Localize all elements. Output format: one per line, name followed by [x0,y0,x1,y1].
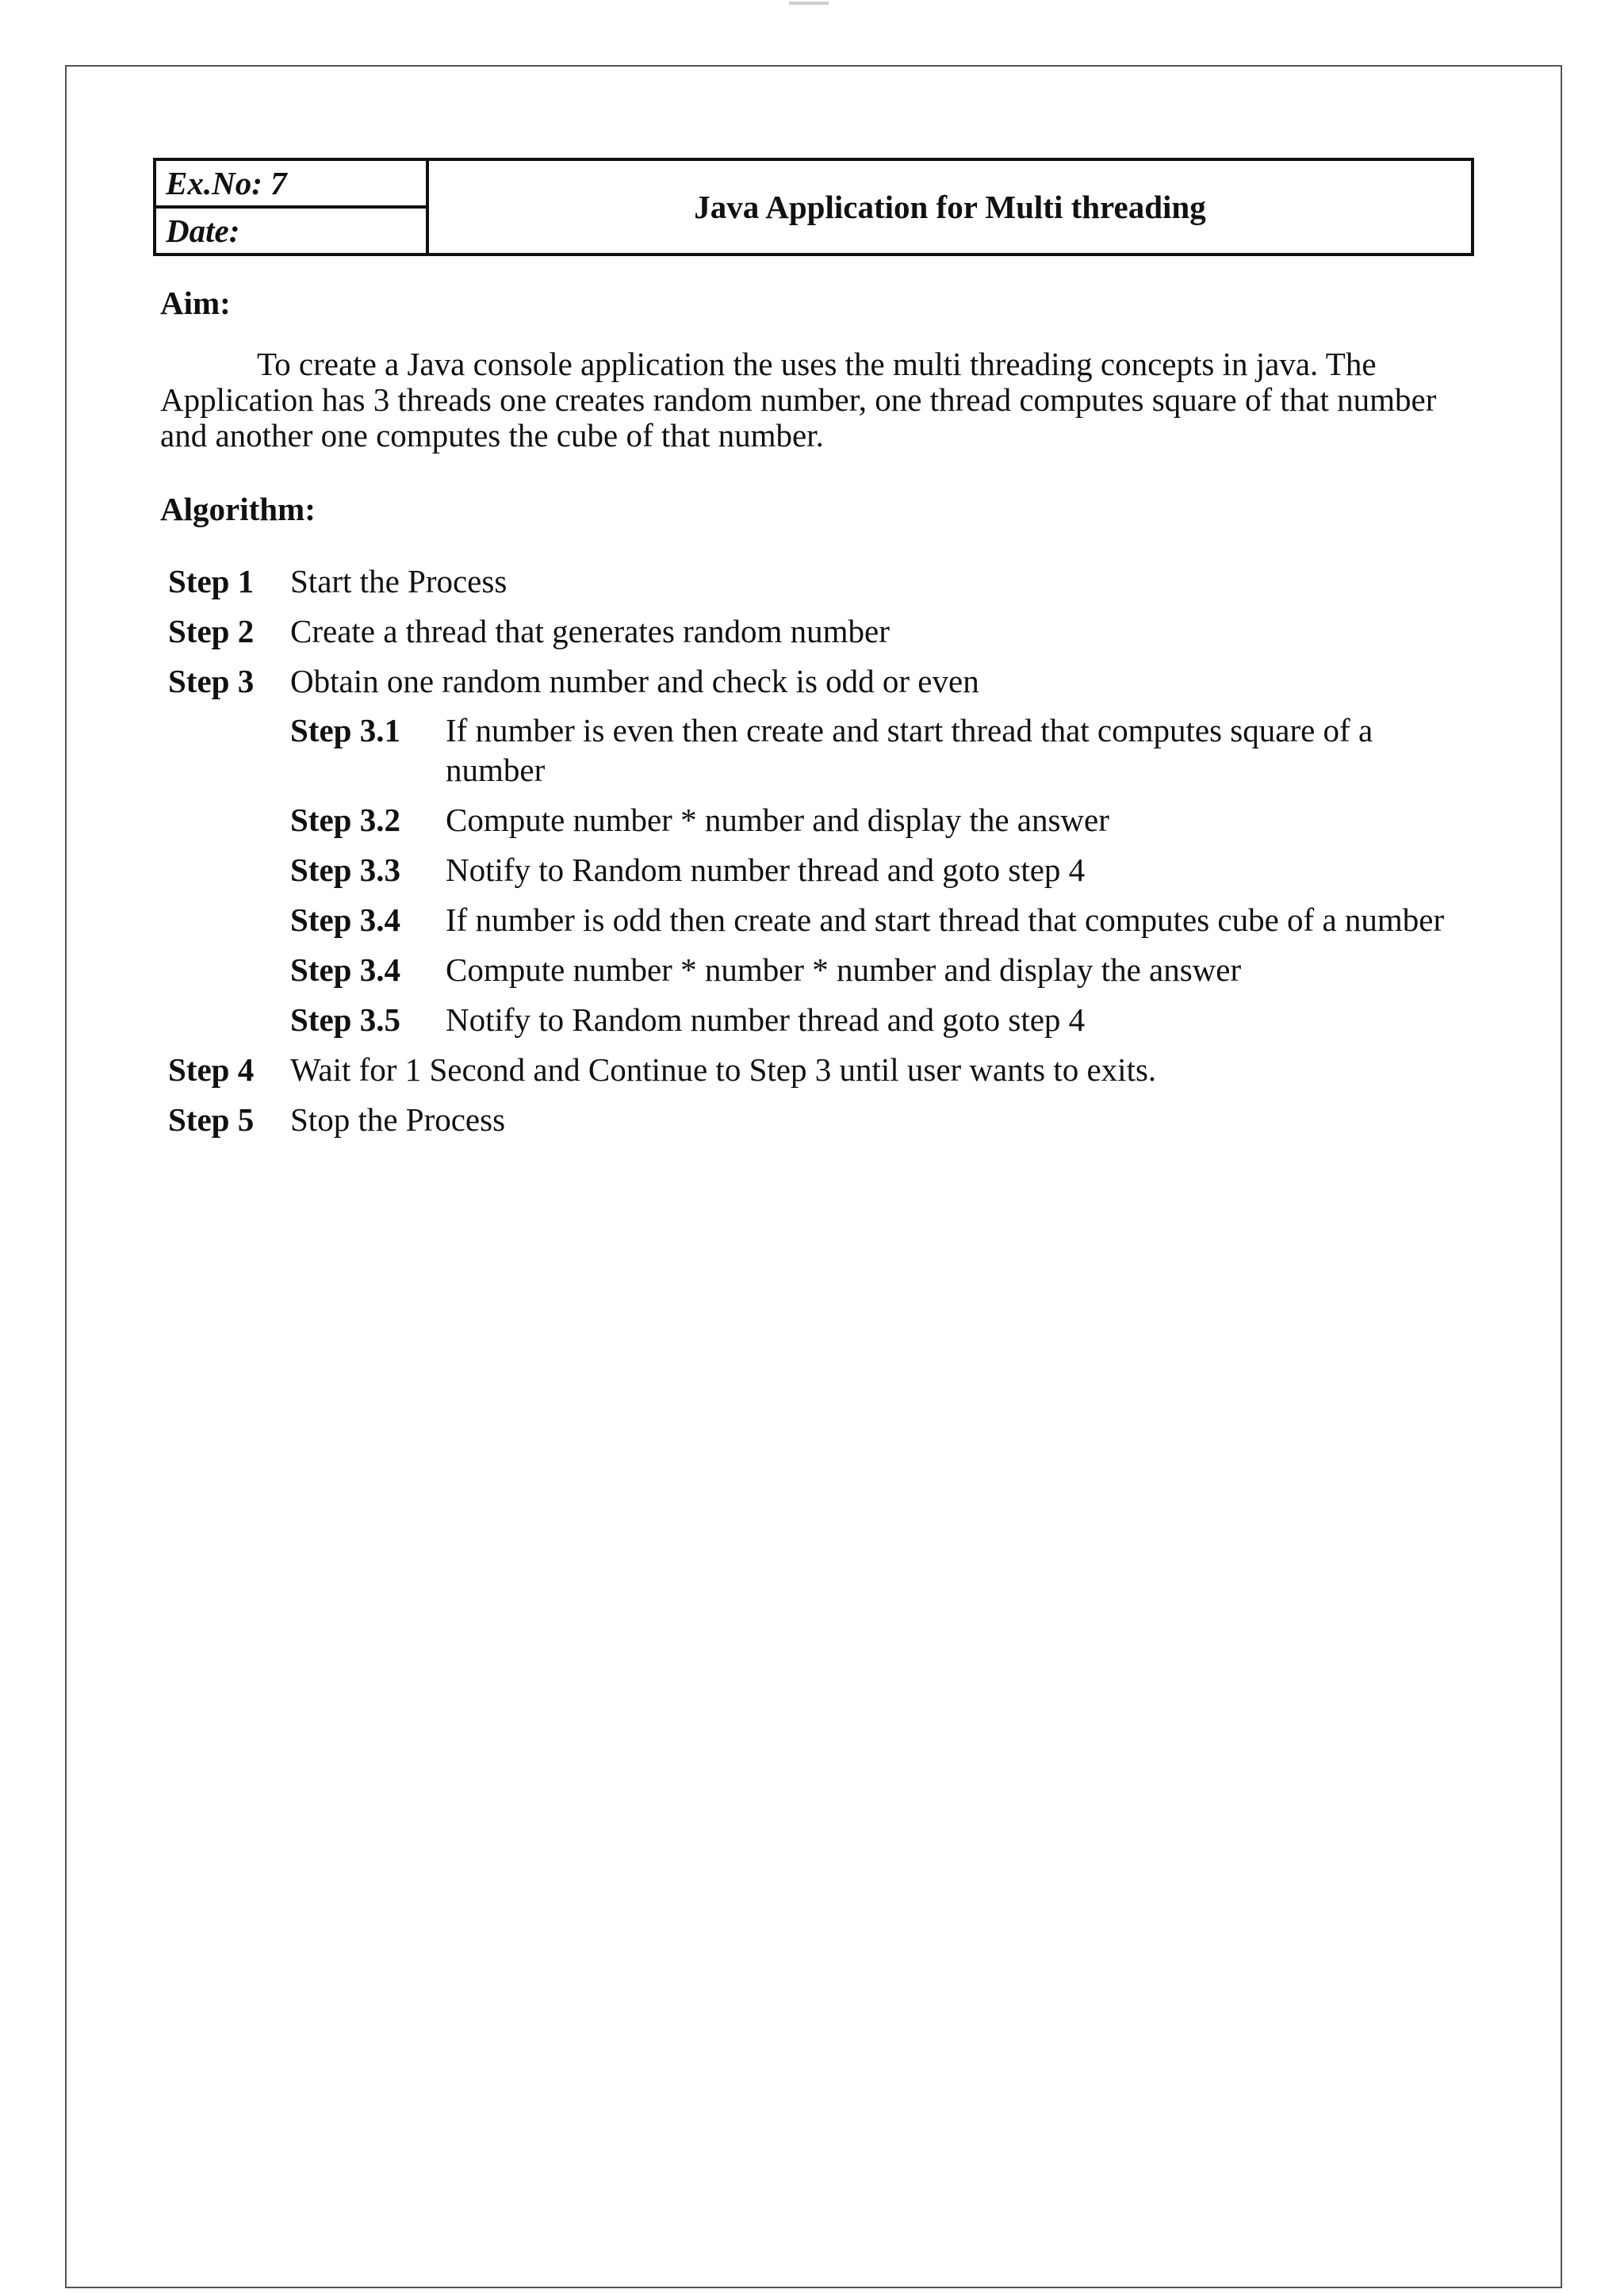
step-label: Step 1 [168,563,255,599]
step-text: Notify to Random number thread and goto step 4 [446,852,1086,888]
aim-paragraph: To create a Java console application the uses the multi threading concepts in java. The Application has 3 threads one creates random number, one thread computes square of that number and another one computes the cube of that number. [160,346,1437,454]
step-label: Step 4 [168,1051,255,1088]
step-text: Compute number * number and display the answer [446,802,1109,838]
step-text: Obtain one random number and check is odd or even [290,663,979,699]
step-text: Stop the Process [290,1101,506,1138]
step-label: Step 5 [168,1101,255,1138]
algorithm-heading: Algorithm: [160,491,316,527]
step-label: Step 3.1 [290,712,400,748]
step-label: Step 3.4 [290,902,400,938]
step-text: If number is even then create and start thread that computes square of a number [446,712,1373,788]
algorithm-step [168,1050,1469,1089]
step-label: Step 3.2 [290,802,400,838]
aim-heading: Aim: [160,285,231,321]
algorithm-substep [290,710,1400,793]
algorithm-substep [290,900,1464,940]
step-text: Compute number * number * number and display the answer [446,951,1242,988]
algorithm-step [168,661,1469,701]
algorithm-step [168,611,1469,651]
step-text: If number is odd then create and start thread that computes cube of a number [446,902,1445,938]
algorithm-substep [290,950,1464,990]
algorithm-step [168,561,1469,601]
step-text: Notify to Random number thread and goto step 4 [446,1001,1086,1038]
date-cell: Date: [155,207,427,255]
step-label: Step 3 [168,663,255,699]
step-text: Create a thread that generates random number [290,613,890,649]
step-text: Wait for 1 Second and Continue to Step 3 until user wants to exits. [290,1051,1157,1088]
header-mark [789,2,829,5]
algorithm-step [168,1100,1469,1139]
document-title: Java Application for Multi threading [427,159,1473,255]
step-text: Start the Process [290,563,508,599]
header-table [153,158,1474,256]
step-label: Step 3.3 [290,852,400,888]
step-label: Step 3.4 [290,951,400,988]
algorithm-substep [290,850,1464,890]
ex-no-cell: Ex.No: 7 [155,159,427,207]
step-label: Step 2 [168,613,255,649]
algorithm-substep [290,800,1464,840]
algorithm-substep [290,1000,1464,1039]
step-label: Step 3.5 [290,1001,400,1038]
